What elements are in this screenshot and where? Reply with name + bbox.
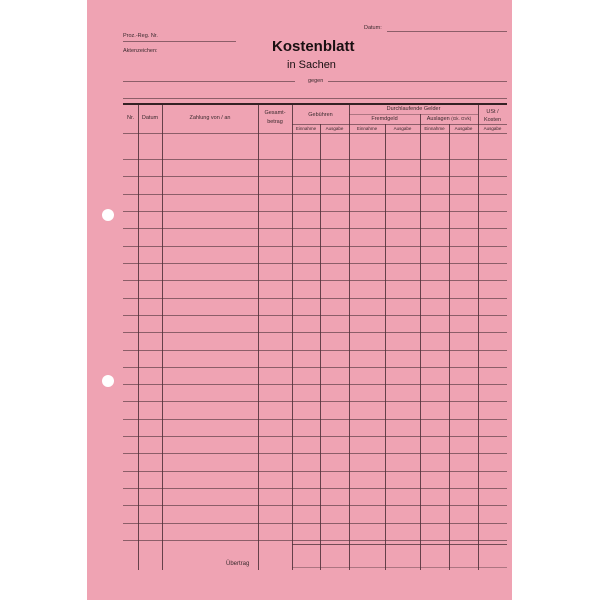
form-subtitle: in Sachen: [287, 59, 336, 71]
table-column-line: [320, 124, 321, 570]
table-column-line: [258, 105, 259, 570]
header-zahlung: Zahlung von / an: [189, 115, 231, 121]
header-durchlaufende: Durchlaufende Gelder: [386, 106, 441, 112]
table-column-line: [292, 105, 293, 570]
header-ust-1: USt /: [486, 109, 499, 115]
sub-ausl-ausgabe: Ausgabe: [454, 126, 473, 131]
header-auslagen-label: Auslagen: [426, 116, 450, 122]
header-nr: Nr.: [126, 115, 135, 121]
table-column-line: [349, 105, 350, 570]
proz-reg-field[interactable]: [123, 41, 236, 42]
footer-uebertrag-label: Übertrag: [226, 561, 250, 567]
table-column-line: [478, 105, 479, 570]
parties-line-3[interactable]: [123, 98, 507, 99]
sub-geb-ausgabe: Ausgabe: [325, 126, 344, 131]
form-title: Kostenblatt: [272, 38, 355, 55]
sub-fremd-einnahme: Einnahme: [356, 126, 378, 131]
aktenzeichen-label: Aktenzeichen:: [123, 48, 158, 54]
header-fremdgeld: Fremdgeld: [371, 116, 398, 122]
sub-ust-ausgabe: Ausgabe: [483, 126, 502, 131]
parties-line-1[interactable]: [123, 81, 295, 82]
durchlaufende-divider: [349, 114, 478, 115]
table-column-line: [162, 105, 163, 570]
header-gebuehren: Gebühren: [308, 112, 333, 118]
datum-field[interactable]: [387, 31, 507, 32]
table-column-line: [420, 114, 421, 570]
parties-line-2[interactable]: [328, 81, 507, 82]
uebertrag-line-bottom: [292, 567, 507, 568]
header-gesamt-1: Gesamt-: [264, 110, 286, 116]
sub-ausl-einnahme: Einnahme: [424, 126, 445, 131]
subheader-line: [292, 124, 507, 125]
sub-fremd-ausgabe: Ausgabe: [393, 126, 412, 131]
sub-geb-einnahme: Einnahme: [295, 126, 317, 131]
header-gesamt-2: betrag: [267, 119, 283, 125]
gegen-label: gegen: [308, 78, 324, 84]
table-column-line: [385, 124, 386, 570]
punch-hole-bottom: [102, 375, 114, 387]
header-auslagen-note: (Gk. GVk): [451, 116, 472, 121]
uebertrag-line-top: [292, 544, 507, 545]
header-auslagen: [420, 116, 478, 122]
header-datum: Datum: [141, 115, 159, 121]
datum-label: Datum:: [364, 25, 382, 31]
table-top-border: [123, 103, 507, 105]
header-ust-2: Kosten: [483, 117, 502, 123]
proz-reg-label: Proz.-Reg. Nr.: [123, 33, 158, 39]
punch-hole-top: [102, 209, 114, 221]
table-column-line: [138, 105, 139, 570]
table-column-line: [449, 124, 450, 570]
